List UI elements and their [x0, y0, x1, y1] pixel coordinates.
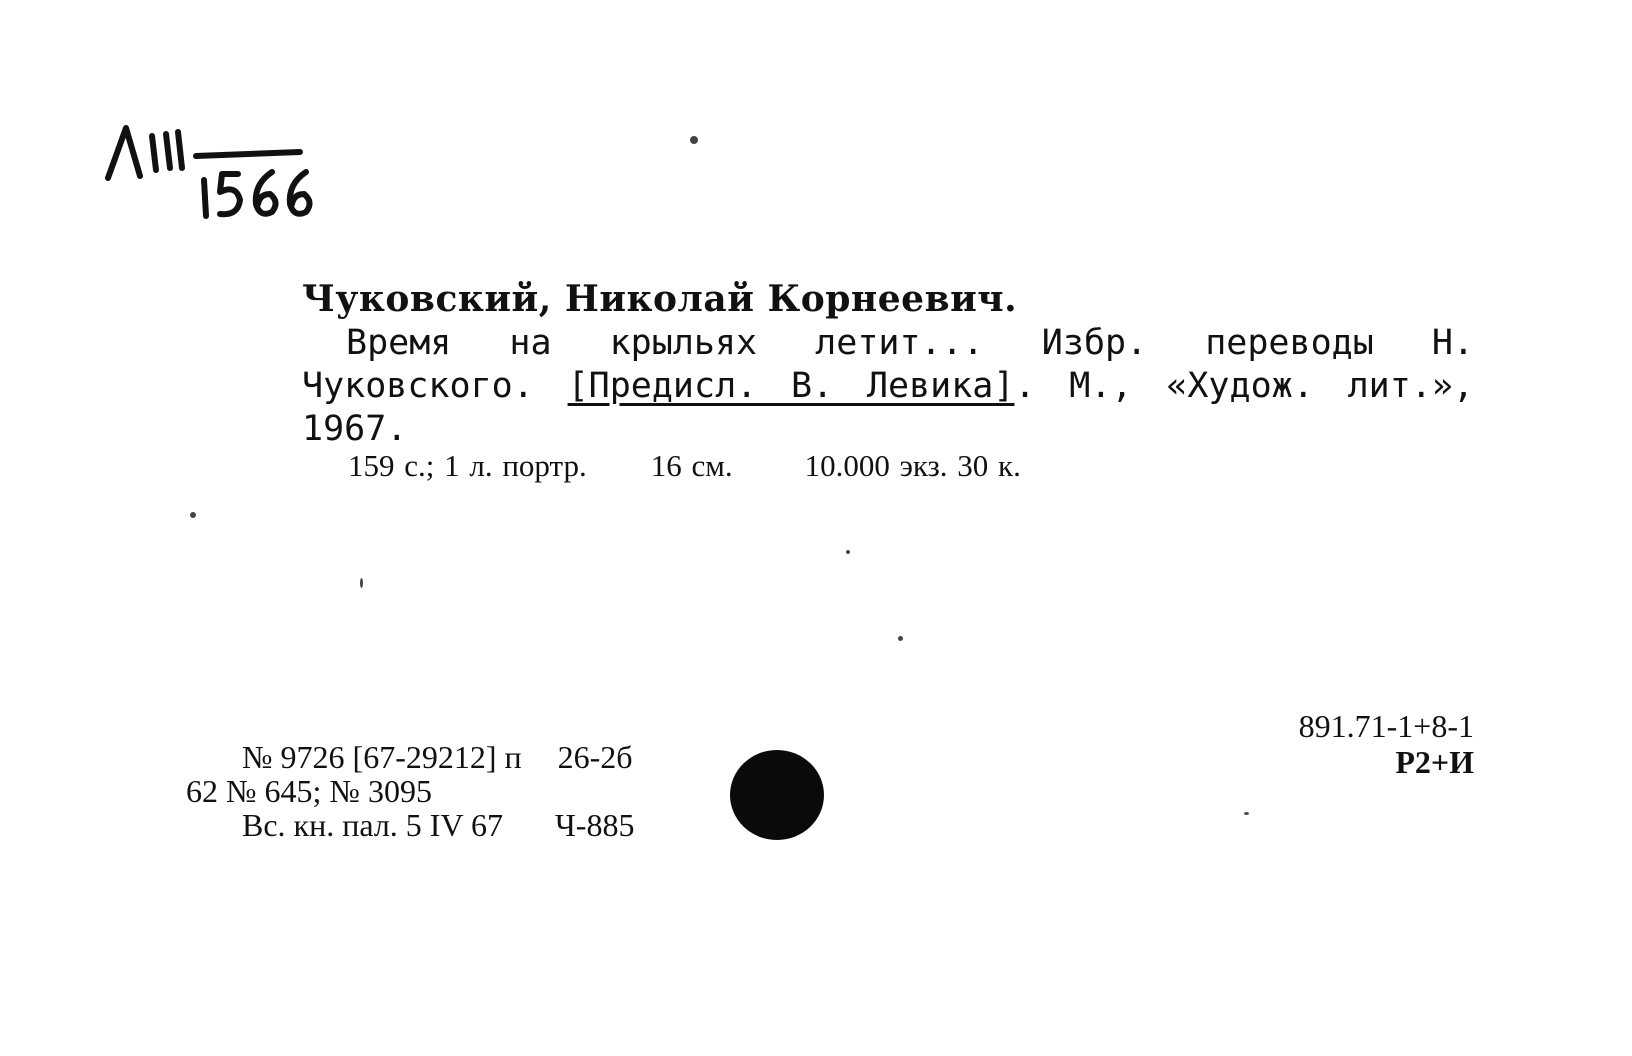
- card-number: Ч-885: [554, 807, 635, 843]
- print-info-line-3: [186, 808, 634, 842]
- title-text: Время на крыльях летит... Избр. переводы Н. Чуковского.: [302, 323, 1474, 406]
- imprint-text: . М., «Худож. лит.», 1967.: [302, 366, 1474, 449]
- order-number: № 9726 [67-29212] п: [242, 739, 522, 775]
- ink-speck: [190, 512, 196, 518]
- print-info-line-1: [186, 740, 634, 774]
- print-info-block: [186, 740, 634, 842]
- preface-note: [Предисл. В. Левика]: [567, 366, 1015, 406]
- author-heading: Чуковский, Николай Корнеевич.: [302, 278, 1018, 320]
- shelfmark-drawing: [100, 118, 340, 228]
- author-sign-code: Р2+И: [1395, 744, 1474, 780]
- order-code: 26-2б: [557, 739, 633, 775]
- title-imprint: [302, 322, 1474, 451]
- shelfmark-handwritten: [100, 118, 340, 228]
- ink-speck: [1244, 812, 1249, 815]
- ink-speck: [846, 550, 850, 554]
- ink-speck: [690, 136, 698, 144]
- classification-code: 891.71-1+8-1: [1298, 708, 1474, 744]
- classification-block: [1299, 708, 1474, 780]
- pages-info: 159 с.; 1 л. портр.: [348, 448, 587, 483]
- ink-speck: [360, 578, 363, 588]
- chamber-date: Вс. кн. пал. 5 IV 67: [242, 807, 503, 843]
- print-info-line-2: 62 № 645; № 3095: [186, 773, 432, 809]
- size-info: 16 см.: [650, 448, 733, 483]
- ink-speck: [898, 636, 903, 641]
- punch-hole: [730, 750, 824, 840]
- collation-line: [348, 448, 1021, 484]
- print-run-price: 10.000 экз. 30 к.: [804, 448, 1021, 483]
